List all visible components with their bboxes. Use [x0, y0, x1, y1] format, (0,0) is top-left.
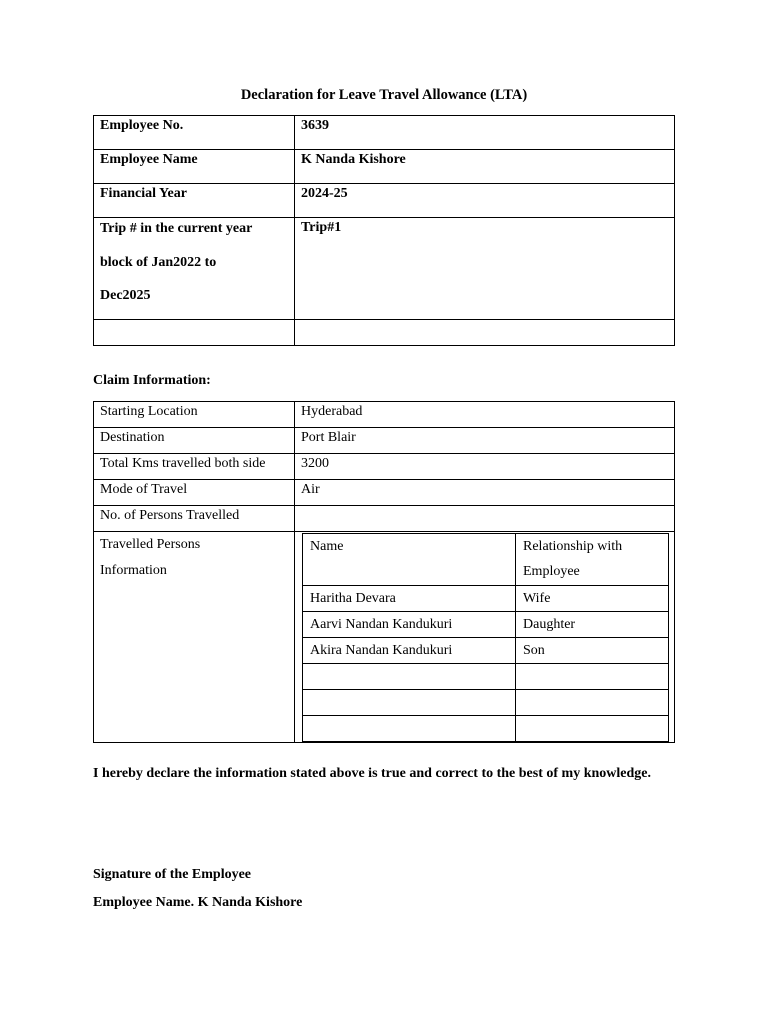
mode-of-travel-label: Mode of Travel [94, 480, 295, 506]
starting-location-value: Hyderabad [295, 402, 675, 428]
table-row [303, 586, 669, 612]
claim-info-table [93, 401, 675, 743]
starting-location-label: Starting Location [94, 402, 295, 428]
trip-label-line: Trip # in the current year [100, 221, 253, 236]
empty-cell [516, 664, 669, 690]
table-row [94, 402, 675, 428]
empty-cell [516, 690, 669, 716]
destination-value: Port Blair [295, 428, 675, 454]
table-row [94, 454, 675, 480]
employee-name-line: Employee Name. K Nanda Kishore [93, 895, 303, 910]
employee-no-label: Employee No. [94, 116, 295, 150]
trip-value: Trip#1 [295, 218, 675, 320]
table-row [94, 532, 675, 743]
person-name: Aarvi Nandan Kandukuri [303, 612, 516, 638]
employee-no-value: 3639 [295, 116, 675, 150]
table-row [94, 116, 675, 150]
empty-cell [295, 320, 675, 346]
financial-year-label: Financial Year [94, 184, 295, 218]
declaration-text: I hereby declare the information stated above is true and correct to the best of my knowledge. [93, 766, 651, 781]
financial-year-value: 2024-25 [295, 184, 675, 218]
name-column-header: Name [303, 534, 516, 586]
empty-cell [303, 690, 516, 716]
travelled-persons-label [94, 532, 295, 743]
person-name: Akira Nandan Kandukuri [303, 638, 516, 664]
empty-cell [303, 716, 516, 742]
table-row [94, 428, 675, 454]
empty-cell [516, 716, 669, 742]
empty-cell [94, 320, 295, 346]
trip-label-line: block of Jan2022 to [100, 254, 217, 270]
person-relationship: Wife [516, 586, 669, 612]
signature-label: Signature of the Employee [93, 867, 252, 882]
empty-cell [303, 664, 516, 690]
total-kms-label: Total Kms travelled both side [94, 454, 295, 480]
table-row [94, 150, 675, 184]
table-row [94, 218, 675, 320]
trip-label-line: Dec2025 [100, 288, 151, 303]
table-row [303, 690, 669, 716]
person-relationship: Daughter [516, 612, 669, 638]
travelled-persons-label-line: Travelled Persons [100, 537, 201, 552]
claim-information-heading: Claim Information: [93, 373, 211, 388]
trip-label [94, 218, 295, 320]
persons-count-label: No. of Persons Travelled [94, 506, 295, 532]
persons-count-value [295, 506, 675, 532]
travelled-persons-cell [295, 532, 675, 743]
mode-of-travel-value: Air [295, 480, 675, 506]
document-title: Declaration for Leave Travel Allowance (LTA) [240, 87, 528, 103]
person-name: Haritha Devara [303, 586, 516, 612]
total-kms-value: 3200 [295, 454, 675, 480]
travelled-persons-label-line: Information [100, 562, 167, 578]
travelled-persons-table [302, 533, 669, 742]
table-header-row [303, 534, 669, 586]
table-row [94, 320, 675, 346]
table-row [303, 612, 669, 638]
relationship-column-header [516, 534, 669, 586]
table-row [94, 506, 675, 532]
table-row [303, 638, 669, 664]
table-row [303, 716, 669, 742]
employee-name-value: K Nanda Kishore [295, 150, 675, 184]
relationship-header-line: Relationship with [523, 539, 623, 554]
destination-label: Destination [94, 428, 295, 454]
employee-name-label: Employee Name [94, 150, 295, 184]
person-relationship: Son [516, 638, 669, 664]
employee-info-table [93, 115, 675, 346]
relationship-header-line: Employee [523, 564, 580, 579]
table-row [303, 664, 669, 690]
table-row [94, 480, 675, 506]
